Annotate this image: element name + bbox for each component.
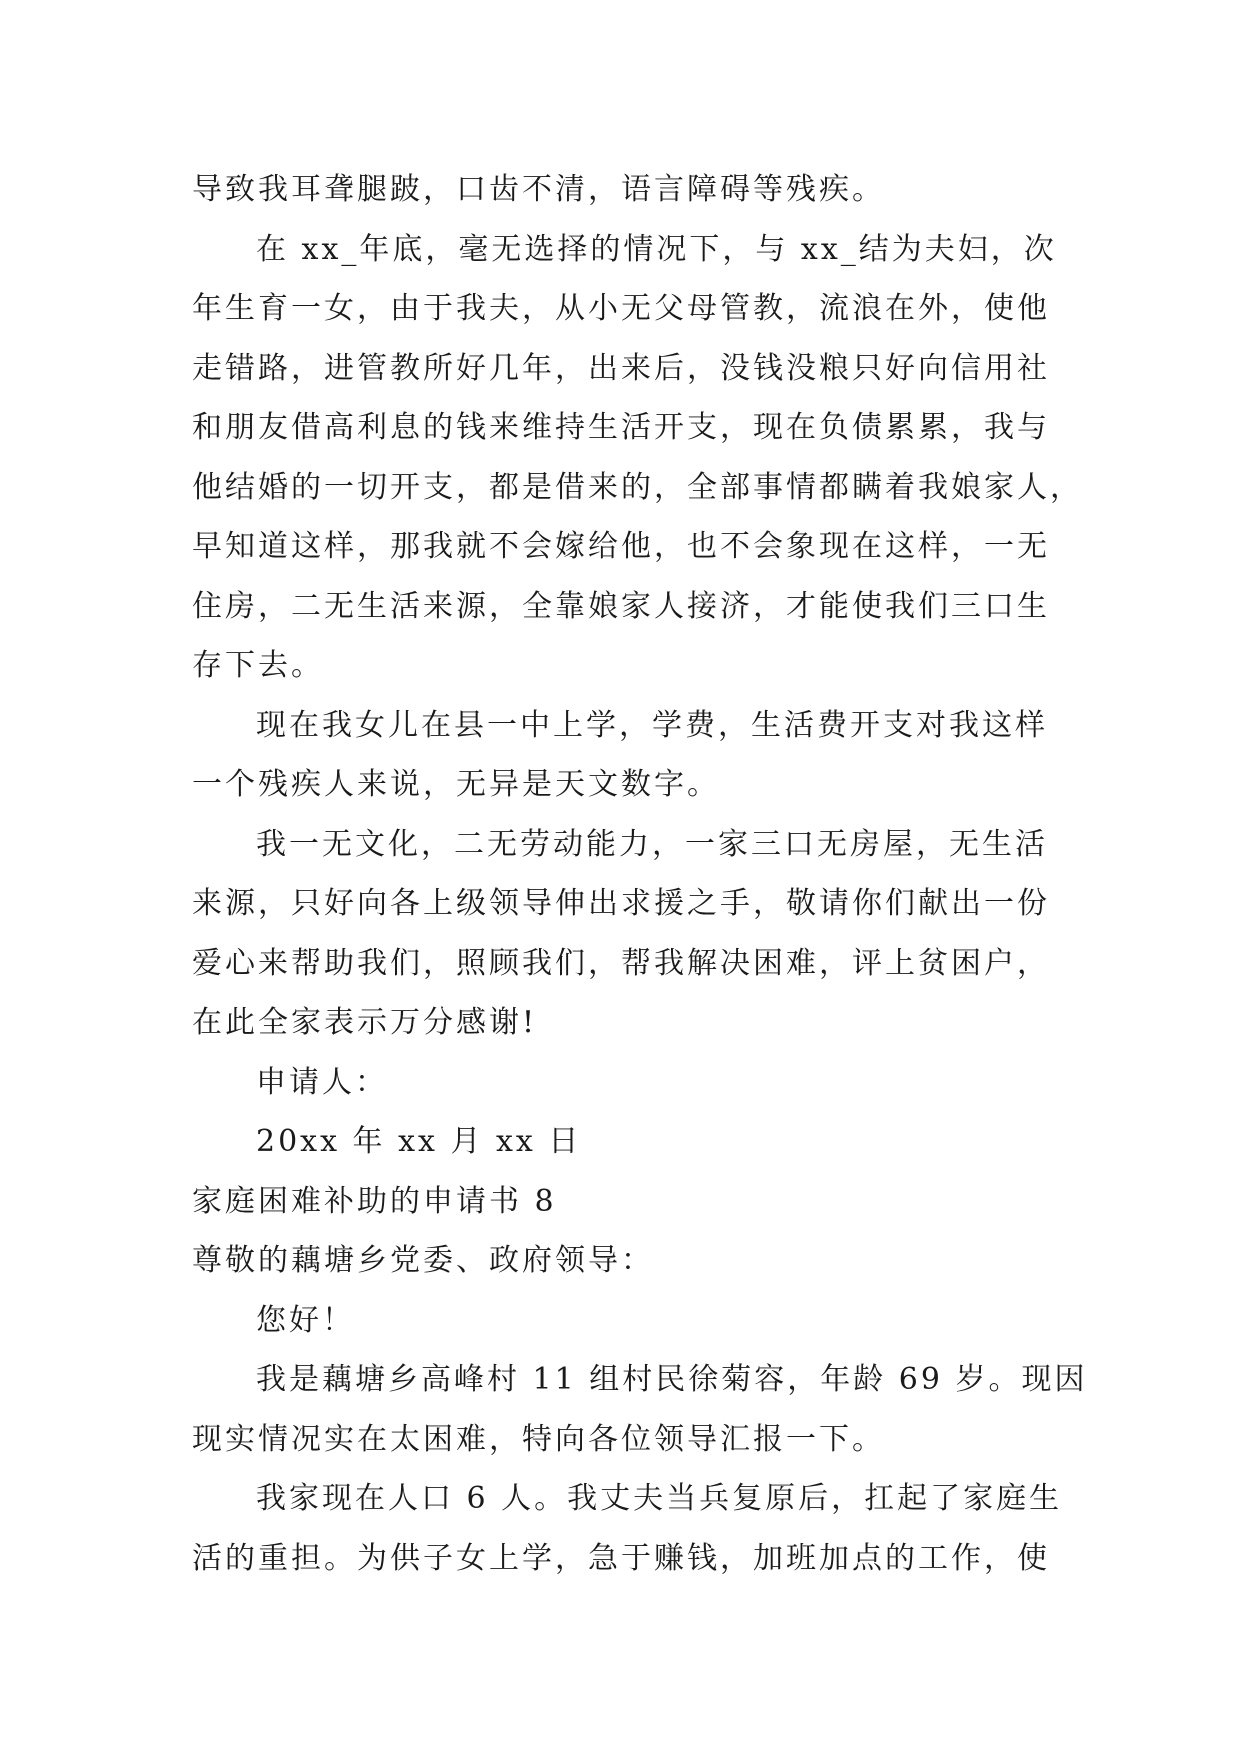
text-line: 现实情况实在太困难，特向各位领导汇报一下。 xyxy=(192,1421,885,1457)
text-line: 一个残疾人来说，无异是天文数字。 xyxy=(192,767,720,802)
text-line: 您好！ xyxy=(256,1302,355,1338)
text-line: 在 xx_年底，毫无选择的情况下，与 xx_结为夫妇，次 xyxy=(256,231,1057,267)
text-line: 他结婚的一切开支，都是借来的，全部事情都瞒着我娘家人， xyxy=(192,469,1083,505)
text-line: 20xx 年 xx 月 xx 日 xyxy=(256,1124,582,1159)
text-line: 导致我耳聋腿跛，口齿不清，语言障碍等残疾。 xyxy=(192,172,885,207)
text-line: 我一无文化，二无劳动能力，一家三口无房屋，无生活 xyxy=(256,826,1048,862)
document-body xyxy=(192,160,1088,1588)
text-line: 爱心来帮助我们，照顾我们，帮我解决困难，评上贫困户， xyxy=(192,945,1050,981)
text-line: 来源，只好向各上级领导伸出求援之手，敬请你们献出一份 xyxy=(192,886,1050,921)
text-line: 我是藕塘乡高峰村 11 组村民徐菊容，年龄 69 岁。现因 xyxy=(256,1362,1088,1397)
text-line: 活的重担。为供子女上学，急于赚钱，加班加点的工作，使 xyxy=(192,1540,1050,1576)
text-line: 现在我女儿在县一中上学，学费，生活费开支对我这样 xyxy=(256,707,1048,743)
text-line: 存下去。 xyxy=(192,648,324,683)
text-line: 申请人： xyxy=(256,1064,388,1100)
text-line: 早知道这样，那我就不会嫁给他，也不会象现在这样，一无 xyxy=(192,529,1050,564)
text-line: 我家现在人口 6 人。我丈夫当兵复原后，扛起了家庭生 xyxy=(256,1481,1063,1516)
text-line: 住房，二无生活来源，全靠娘家人接济，才能使我们三口生 xyxy=(192,588,1050,624)
text-line: 尊敬的藕塘乡党委、政府领导： xyxy=(192,1243,654,1278)
text-line: 家庭困难补助的申请书 8 xyxy=(192,1183,557,1219)
text-line: 和朋友借高利息的钱来维持生活开支，现在负债累累，我与 xyxy=(192,410,1050,445)
text-line: 年生育一女，由于我夫，从小无父母管教，流浪在外，使他 xyxy=(192,291,1050,326)
text-line: 在此全家表示万分感谢! xyxy=(192,1005,538,1040)
text-line: 走错路，进管教所好几年，出来后，没钱没粮只好向信用社 xyxy=(192,350,1050,386)
